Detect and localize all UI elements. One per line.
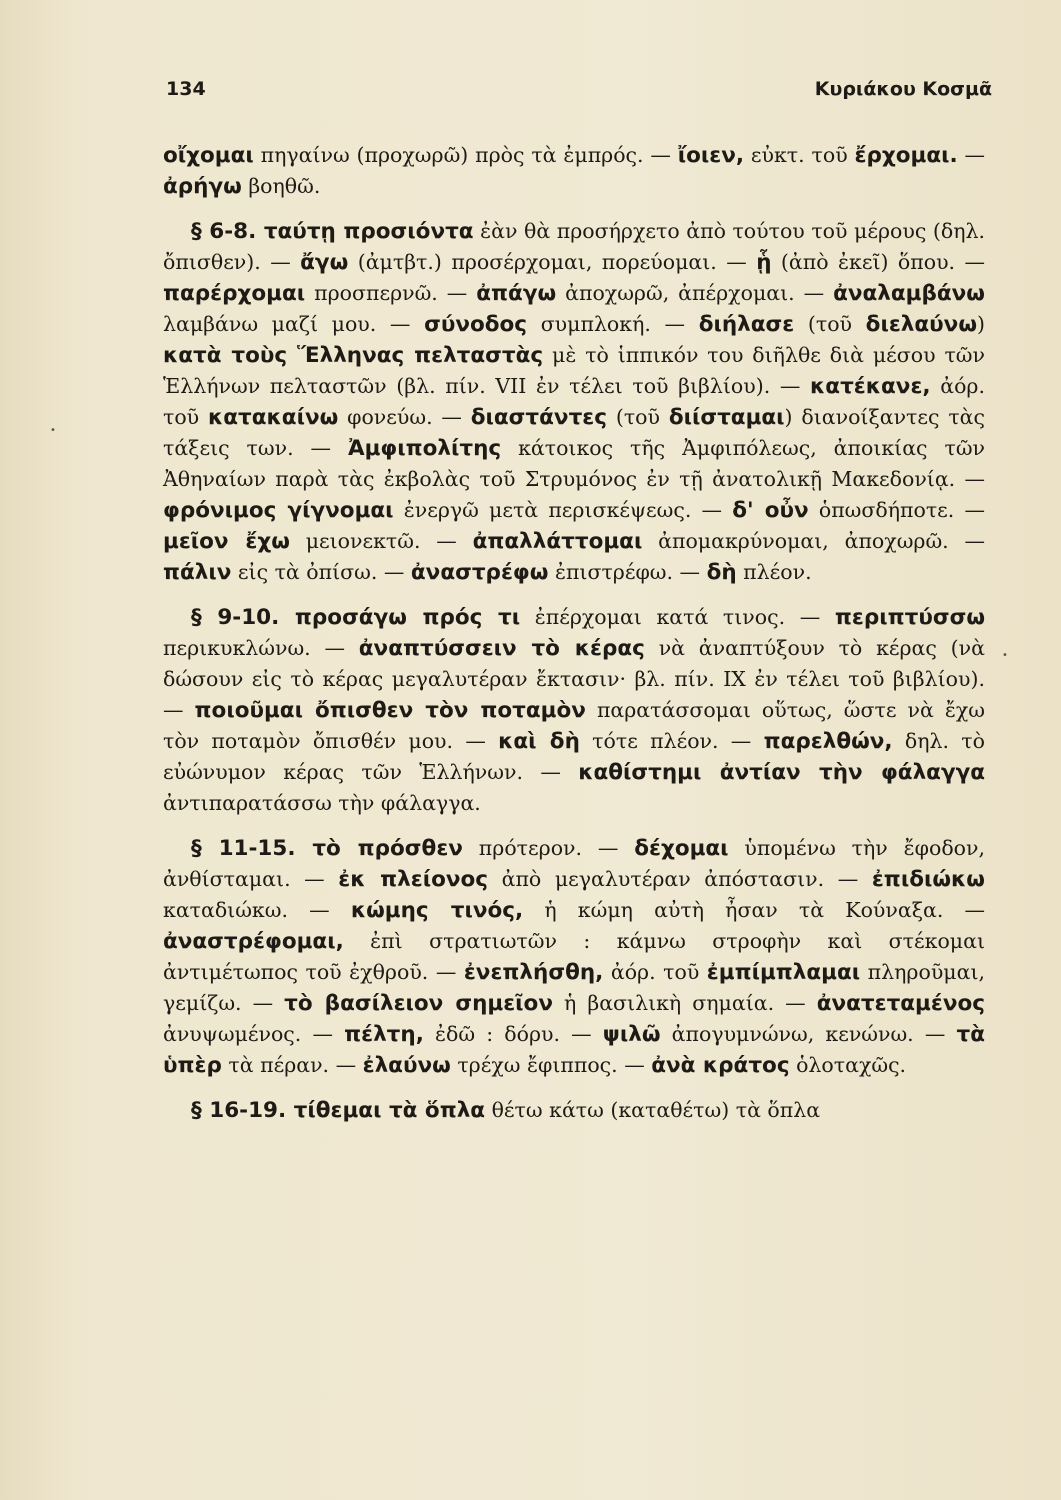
lemma-term: ἄγω xyxy=(300,250,349,275)
gloss-text: πλέον. xyxy=(736,560,812,584)
lemma-term: § 9-10. προσάγω πρός τι xyxy=(191,605,521,630)
lemma-term: ἀναστρέφομαι, xyxy=(163,929,344,954)
gloss-text: δηλ. τὸ εὐώνυμον κέρας τῶν Ἑλλήνων. — xyxy=(163,729,985,784)
gloss-text: ἐνεργῶ μετὰ περισκέψεως. — xyxy=(393,498,733,522)
gloss-text: νὰ ἀναπτύξουν τὸ κέρας (νὰ δώσουν εἰς τὸ κέρας μεγαλυτέραν ἔκτασιν· βλ. πίν. IX ἐν τέλει τοῦ βιβλίου). — xyxy=(163,636,985,722)
lemma-term: ἴοιεν, xyxy=(677,143,745,168)
lemma-term: δὴ xyxy=(706,560,737,585)
gloss-text: βοηθῶ. xyxy=(241,174,321,198)
lemma-term: ἀπαλλάττομαι xyxy=(472,529,643,554)
gloss-text: ἀνυψωμένος. — xyxy=(163,1022,345,1046)
lemma-term: ποιοῦμαι ὄπισθεν τὸν ποταμὸν xyxy=(194,698,586,723)
paragraph-section-16-19 xyxy=(163,1095,985,1126)
gloss-text: παρατάσσομαι οὕτως, ὥστε νὰ ἔχω τὸν ποταμὸν ὄπισθέν μου. — xyxy=(163,698,985,753)
gloss-text: (ἀπὸ ἐκεῖ) ὅπου. — xyxy=(771,250,985,274)
lemma-term: ᾗ xyxy=(756,250,772,275)
gloss-text: ἀπομακρύνομαι, ἀποχωρῶ. — xyxy=(642,529,986,553)
lemma-term: διήλασε xyxy=(698,312,795,337)
gloss-text: ἀπογυμνώνω, κενώνω. — xyxy=(660,1022,957,1046)
gloss-text: ὁπωσδήποτε. — xyxy=(808,498,985,522)
lemma-term: σύνοδος xyxy=(424,312,528,337)
lemma-term: § 6-8. ταύτῃ προσιόντα xyxy=(191,219,474,244)
lemma-term: ψιλῶ xyxy=(602,1022,661,1047)
gloss-text: τὰ πέραν. — xyxy=(221,1053,363,1077)
gloss-text: ἀποχωρῶ, ἀπέρχομαι. — xyxy=(556,281,834,305)
lemma-term: ἀρήγω xyxy=(163,174,242,199)
gloss-text: περικυκλώνω. — xyxy=(163,636,359,660)
gloss-text: ) xyxy=(977,312,986,336)
paragraph-section-11-15 xyxy=(163,833,985,1081)
lemma-term: ἐμπίμπλαμαι xyxy=(706,960,861,985)
gloss-text: ὁλοταχῶς. xyxy=(789,1053,907,1077)
lemma-term: § 11-15. τὸ πρόσθεν xyxy=(191,836,463,861)
gloss-text: ἀπὸ μεγαλυτέραν ἀπόστασιν. — xyxy=(488,867,872,891)
lemma-term: Ἀμφιπολίτης xyxy=(347,436,502,461)
lemma-term: πέλτη, xyxy=(344,1022,424,1047)
margin-dot-mark: • xyxy=(50,425,56,436)
lemma-term: δ' οὖν xyxy=(732,498,809,523)
lemma-term: δέχομαι xyxy=(634,836,729,861)
gloss-text: (τοῦ xyxy=(607,405,669,429)
gloss-text: πληροῦμαι, γεμίζω. — xyxy=(163,960,985,1015)
lemma-term: παρελθών, xyxy=(763,729,893,754)
gloss-text: ) διανοίξαντες τὰς τάξεις των. — xyxy=(163,405,985,460)
lemma-term: § 16-19. τίθεμαι τὰ ὅπλα xyxy=(191,1098,486,1123)
gloss-text: θέτω κάτω (καταθέτω) τὰ ὅπλα xyxy=(485,1098,821,1122)
gloss-text: φονεύω. — xyxy=(338,405,471,429)
gloss-text: εὐκτ. τοῦ xyxy=(744,143,855,167)
gloss-text: μὲ τὸ ἱππικόν του διῆλθε διὰ μέσου τῶν Ἑλλήνων πελταστῶν (βλ. πίν. VII ἐν τέλει τοῦ βιβλίου). — xyxy=(163,343,985,398)
lemma-term: φρόνιμος γίγνομαι xyxy=(163,498,394,523)
lemma-term: περιπτύσσω xyxy=(834,605,986,630)
lemma-term: ἀναλαμβάνω xyxy=(833,281,985,306)
lemma-term: οἴχομαι xyxy=(163,143,254,168)
lemma-term: ἀνὰ κράτος xyxy=(651,1053,790,1078)
lemma-term: κατέκανε, xyxy=(810,374,931,399)
gloss-text: εἰς τὰ ὀπίσω. — xyxy=(231,560,411,584)
gloss-text: ἀόρ. τοῦ xyxy=(163,374,985,429)
gloss-text: λαμβάνω μαζί μου. — xyxy=(163,312,425,336)
lemma-term: διαστάντες xyxy=(470,405,607,430)
lemma-term: κατακαίνω xyxy=(207,405,339,430)
lemma-term: ἐπιδιώκω xyxy=(871,867,985,892)
lemma-term: τὰ ὑπὲρ xyxy=(163,1022,985,1078)
lemma-term: ἔρχομαι. xyxy=(854,143,958,168)
gloss-text: πηγαίνω (προχωρῶ) πρὸς τὰ ἐμπρός. — xyxy=(253,143,678,167)
gloss-text: (τοῦ xyxy=(794,312,866,336)
gloss-text: προσπερνῶ. — xyxy=(305,281,477,305)
lemma-term: παρέρχομαι xyxy=(163,281,306,306)
gloss-text: (ἀμτβτ.) προσέρχομαι, πορεύομαι. — xyxy=(348,250,757,274)
lemma-term: κατὰ τοὺς Ἕλληνας πελταστὰς xyxy=(163,343,544,368)
gloss-text: πρότερον. — xyxy=(462,836,635,860)
gloss-text: κάτοικος τῆς Ἀμφιπόλεως, ἀποικίας τῶν Ἀθηναίων παρὰ τὰς ἐκβολὰς τοῦ Στρυμόνος ἐν τῇ ἀνατολικῇ Μακεδονίᾳ. — xyxy=(163,436,985,491)
gloss-text: ἡ κώμη αὐτὴ ἦσαν τὰ Κούναξα. — xyxy=(523,898,985,922)
lemma-term: καθίστημι ἀντίαν τὴν φάλαγγα xyxy=(578,760,986,785)
gloss-text: ἐπέρχομαι κατά τινος. — xyxy=(520,605,835,629)
gloss-text: — xyxy=(957,143,985,167)
gloss-text: τότε πλέον. — xyxy=(579,729,764,753)
paragraph-p0 xyxy=(163,140,985,202)
commentary-body xyxy=(163,140,985,1140)
page-number: 134 xyxy=(166,78,206,100)
gloss-text: τρέχω ἔφιππος. — xyxy=(450,1053,652,1077)
gloss-text: ἐπιστρέφω. — xyxy=(548,560,707,584)
page-header xyxy=(160,78,992,114)
paragraph-section-9-10 xyxy=(163,602,985,819)
lemma-term: καὶ δὴ xyxy=(498,729,580,754)
gloss-text: ἡ βασιλικὴ σημαία. — xyxy=(552,991,817,1015)
lemma-term: πάλιν xyxy=(163,560,232,585)
lemma-term: ἐλαύνω xyxy=(362,1053,451,1078)
lemma-term: μεῖον ἔχω xyxy=(163,529,290,554)
gloss-text: συμπλοκή. — xyxy=(527,312,699,336)
paragraph-section-6-8 xyxy=(163,216,985,588)
lemma-term: ἀνατεταμένος xyxy=(816,991,986,1016)
gloss-text: ἐδῶ : δόρυ. — xyxy=(423,1022,603,1046)
lemma-term: τὸ βασίλειον σημεῖον xyxy=(284,991,553,1016)
lemma-term: ἀναπτύσσειν τὸ κέρας xyxy=(358,636,645,661)
margin-dot-mark-right: • xyxy=(1002,650,1008,661)
lemma-term: κώμης τινός, xyxy=(350,898,524,923)
lemma-term: ἀναστρέφω xyxy=(410,560,549,585)
lemma-term: ἀπάγω xyxy=(476,281,557,306)
running-head: Κυριάκου Κοσμᾶ xyxy=(814,78,992,100)
gloss-text: ἐὰν θὰ προσήρχετο ἀπὸ τούτου τοῦ μέρους (δηλ. ὄπισθεν). — xyxy=(163,219,985,274)
gloss-text: μειονεκτῶ. — xyxy=(289,529,473,553)
lemma-term: ἐνεπλήσθη, xyxy=(463,960,604,985)
gloss-text: ἐπὶ στρατιωτῶν : κάμνω στροφὴν καὶ στέκομαι ἀντιμέτωπος τοῦ ἐχθροῦ. — xyxy=(163,929,985,984)
gloss-text: ἀόρ. τοῦ xyxy=(603,960,707,984)
lemma-term: διίσταμαι xyxy=(668,405,785,430)
gloss-text: ἀντιπαρατάσσω τὴν φάλαγγα. xyxy=(163,791,481,815)
gloss-text: καταδιώκω. — xyxy=(163,898,351,922)
lemma-term: ἐκ πλείονος xyxy=(338,867,488,892)
gloss-text: ὑπομένω τὴν ἔφοδον, ἀνθίσταμαι. — xyxy=(163,836,985,891)
lemma-term: διελαύνω xyxy=(865,312,978,337)
